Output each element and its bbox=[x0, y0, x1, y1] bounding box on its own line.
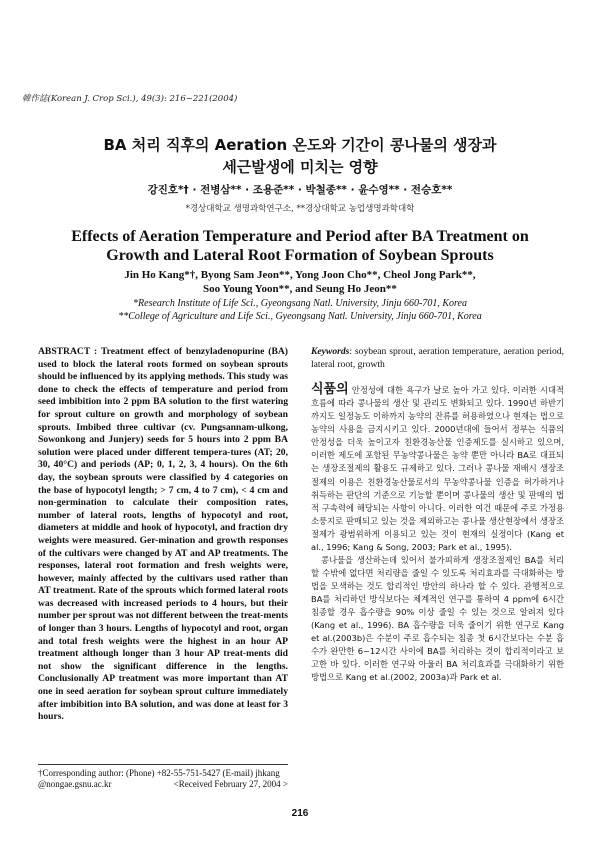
korean-title-line2: 세근발생에 미치는 영향 bbox=[222, 158, 378, 176]
page-number: 216 bbox=[291, 808, 309, 819]
english-affiliation-line1: *Research Institute of Life Sci., Gyeongsang Natl. University, Jinju 660-701, Korea bbox=[133, 298, 467, 309]
body-paragraph bbox=[311, 383, 564, 554]
english-title-line1: Effects of Aeration Temperature and Period after BA Treatment on bbox=[71, 228, 529, 245]
abstract: ABSTRACT : Treatment effect of benzyladenopurine (BA) used to block the lateral roots formed on soybean sprouts should be influenced by its applying methods. This study was done to check the effects of temperature and period from seed imbibition into 2 ppm BA solution to the first watering for sprout culture on growth and morphology of soybean sprouts. Imbibed three cultivar (cv. Pungsannam-ulkong, Sowonkong and Junjery) seeds for 5 hours into 2 ppm BA solution were placed under different tempera-tures (AT; 20, 30, 40°C) and periods (AP; 0, 1, 2, 3, 4 hours). On the 6th day, the soybean sprouts were classified by 4 categories on the base of hypocotyl length; > 7 cm, 4 to 7 cm), < 4 cm and non-germination to calculate their composition rates, number of lateral roots, lengths of hypocotyl and root, diameters at middle and hook of hypocotyl, and fraction dry weights were measured. Ger-mination and growth responses of the cultivars were changed by AT and AP treatments. The responses, lateral root formation and fresh weights were, however, mainly affected by the cultivars used rather than AT treatment. Rate of the sprouts which formed lateral roots was decreased with increased periods to 4 hours, but their number per sprout was not different between the treat-ments of longer than 3 hours. Lengths of hypocotyl and root, organ and total fresh weights were the highest in an hour AP treatment although longer than 3 hour AP treat-ments did not show the significant difference in the lengths. Conclusionally AP treatment was more important than AT one in seed aeration for soybean sprout culture immediately after imbibition into BA solution, and was done at least for 3 hours. bbox=[38, 346, 288, 723]
received-date: <Received February 27, 2004 > bbox=[173, 779, 288, 789]
korean-title-line1: BA 처리 직후의 Aeration 온도와 기간이 콩나물의 생장과 bbox=[103, 136, 497, 154]
keywords bbox=[311, 346, 564, 371]
corresponding-author: †Corresponding author: (Phone) +82-55-751-5427 (E-mail) jhkang bbox=[38, 768, 280, 778]
korean-title bbox=[0, 134, 600, 178]
footnote-divider bbox=[38, 764, 288, 765]
keywords-list: : soybean sprout, aeration temperature, aeration period, lateral root, growth bbox=[311, 346, 564, 370]
body-text bbox=[311, 383, 564, 684]
english-affiliation bbox=[0, 297, 600, 323]
english-authors-line2: Soo Young Yoon**, and Seung Ho Jeon** bbox=[203, 283, 397, 295]
korean-authors: 강진호*† · 전병삼** · 조용준** · 박철종** · 윤수영** · 전승호** bbox=[147, 184, 453, 196]
keywords-label: Keywords bbox=[311, 346, 350, 357]
footnote bbox=[38, 768, 288, 790]
journal-citation: 韓作誌(Korean J. Crop Sci.), 49(3): 216~221(2004) bbox=[22, 94, 238, 104]
english-authors bbox=[0, 268, 600, 296]
english-title-line2: Growth and Lateral Root Formation of Soybean Sprouts bbox=[106, 247, 494, 264]
corresponding-email: @nongae.gsnu.ac.kr bbox=[38, 779, 112, 789]
english-affiliation-line2: **College of Agriculture and Life Sci., Gyeongsang Natl. University, Jinju 660-701, Korea bbox=[118, 311, 482, 322]
body-paragraph: 콩나물을 생산하는데 있어서 불가피하게 생장조절제인 BA를 처리할 수밖에 없다면 처리량을 줄일 수 있도록 처리효과를 극대화하는 방법을 모색하는 것도 합리적인 방안의 하나라 할 수 있다. 관행적으로 BA를 처리하던 방식보다는 체계적인 연구를 통하여 4 ppm에 6시간 침종할 경우 흡수량을 90% 이상 줄일 수 있는 것으로 알려져 있다(Kang et al., 1996). BA 흡수량을 더욱 줄이기 위한 연구로 Kang et al.(2003b)은 수분이 주로 흡수되는 침종 첫 6시간보다는 수분 흡수가 완만한 6~12시간 사이에 BA를 처리하는 것이 합리적이라고 보고한 바 있다. 이러한 연구와 아울러 BA 처리효과를 극대화하기 위한 방법으로 Kang et al.(2002, 2003a)과 Park et al. bbox=[311, 554, 564, 683]
english-title bbox=[0, 227, 600, 265]
english-authors-line1: Jin Ho Kang*†, Byong Sam Jeon**, Yong Joon Cho**, Cheol Jong Park**, bbox=[124, 269, 476, 281]
paragraph-1-text: 안정성에 대한 욕구가 날로 높아 가고 있다. 이러한 시대적 흐름에 따라 콩나물의 생산 및 관리도 변화되고 있다. 1990년 하반기까지도 일정농도 이하까지 농약의 잔류를 허용하였으나 현재는 법으로 농약의 사용을 금지시키고 있다. 2000년대에 들어서 정부는 식품의 안정성을 더욱 높이고자 친환경농산물 인증제도를 실시하고 있으며, 이러한 제도에 포함된 무농약콩나물은 농약 뿐만 아니라 BA로 대표되는 생장조절제의 활용도 규제하고 있다. 그러나 콩나물 재배시 생장조절제의 이용은 친환경농산물로서의 무농약콩나물 인증을 허가하거나 취득하는 판단의 기준으로 기능할 뿐이며 콩나물의 생산 및 판매의 법적 구속력에 해당되는 사항이 아니다. 이러한 여건 때문에 주로 가정용 소풍지로 판매되고 있는 것을 제외하고는 콩나물 생산현장에서 생장조절제가 광범위하게 이용되고 있는 것이 현재의 실정이다 (Kang et al., 1996; Kang & Song, 2003; Park et al., 1995). bbox=[311, 385, 564, 552]
main-text-column bbox=[311, 346, 564, 684]
lead-word: 식품의 bbox=[311, 382, 349, 398]
korean-affiliation: *경상대학교 생명과학연구소, **경상대학교 농업생명과학대학 bbox=[185, 204, 415, 214]
